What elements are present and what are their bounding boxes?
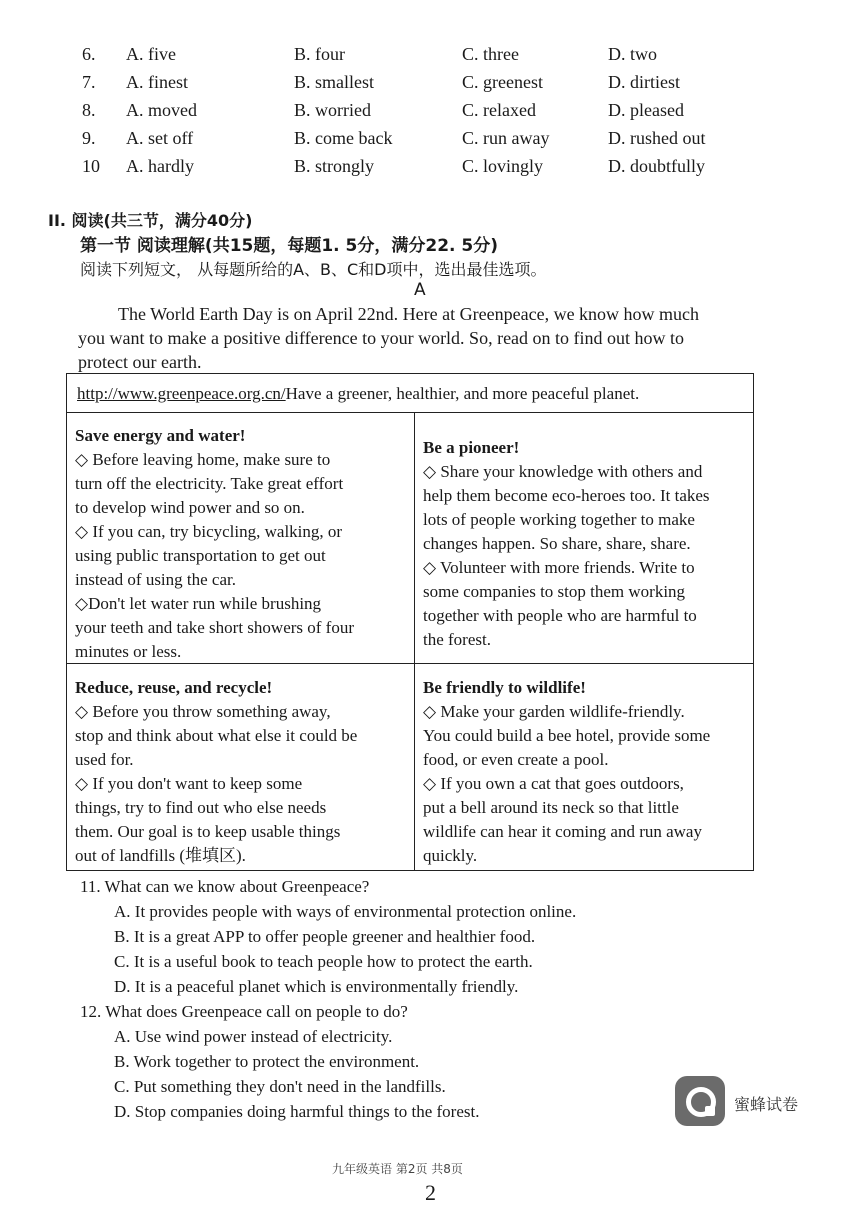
cell-line: ◇ If you own a cat that goes outdoors, xyxy=(423,774,684,793)
question-number: 7. xyxy=(82,72,96,92)
option-b: B. come back xyxy=(294,128,393,148)
q-logo-icon xyxy=(675,1076,725,1126)
passage-label: A xyxy=(414,280,426,300)
cell-be-friendly-to-wildlife xyxy=(415,670,753,874)
option-a: A. hardly xyxy=(126,156,194,176)
watermark-text: 蜜蜂试卷 xyxy=(734,1095,799,1114)
cell-be-a-pioneer xyxy=(415,430,753,658)
cell-line: put a bell around its neck so that little xyxy=(423,798,679,817)
cell-title: Reduce, reuse, and recycle! xyxy=(75,678,273,697)
cell-line: the forest. xyxy=(423,630,491,649)
option-b: B. strongly xyxy=(294,156,375,176)
section-title: II. 阅读(共三节，满分40分) xyxy=(48,211,253,230)
cell-line: changes happen. So share, share, share. xyxy=(423,534,691,553)
cell-title: Save energy and water! xyxy=(75,426,246,445)
cell-line: food, or even create a pool. xyxy=(423,750,609,769)
cell-line: quickly. xyxy=(423,846,478,865)
cell-line: ◇ If you don't want to keep some xyxy=(75,774,303,793)
cell-line: some companies to stop them working xyxy=(423,582,686,601)
cell-line: using public transportation to get out xyxy=(75,546,326,565)
answer-choice[interactable]: D. It is a peaceful planet which is environmentally friendly. xyxy=(114,977,519,996)
cell-line: ◇ Volunteer with more friends. Write to xyxy=(423,558,695,577)
option-b: B. worried xyxy=(294,100,371,120)
intro-line: The World Earth Day is on April 22nd. Here at Greenpeace, we know how much xyxy=(118,304,700,324)
cell-line: wildlife can hear it coming and run away xyxy=(423,822,702,841)
footer-page-info: 九年级英语 第2页 共8页 xyxy=(332,1162,463,1176)
answer-choice[interactable]: A. It provides people with ways of environmental protection online. xyxy=(114,902,577,921)
answer-choice[interactable]: C. Put something they don't need in the landfills. xyxy=(114,1077,446,1096)
cell-line: them. Our goal is to keep usable things xyxy=(75,822,341,841)
option-c: C. greenest xyxy=(462,72,543,92)
cell-line: your teeth and take short showers of four xyxy=(75,618,355,637)
cell-title: Be a pioneer! xyxy=(423,438,520,457)
question-number: 8. xyxy=(82,100,96,120)
option-row-8 xyxy=(0,100,860,128)
row-divider xyxy=(67,412,753,413)
table-header xyxy=(77,384,639,404)
option-row-7 xyxy=(0,72,860,100)
tips-table xyxy=(66,373,754,871)
answer-choice[interactable]: C. It is a useful book to teach people how to protect the earth. xyxy=(114,952,533,971)
option-d: D. pleased xyxy=(608,100,684,120)
option-a: A. set off xyxy=(126,128,194,148)
intro-paragraph xyxy=(78,302,758,374)
cell-line: used for. xyxy=(75,750,134,769)
cell-line: ◇ If you can, try bicycling, walking, or xyxy=(75,522,343,541)
option-d: D. rushed out xyxy=(608,128,706,148)
option-c: C. lovingly xyxy=(462,156,544,176)
cell-line: stop and think about what else it could be xyxy=(75,726,358,745)
option-a: A. five xyxy=(126,44,176,64)
cell-line: ◇ Before you throw something away, xyxy=(75,702,331,721)
cell-line: things, try to find out who else needs xyxy=(75,798,327,817)
cell-title: Be friendly to wildlife! xyxy=(423,678,586,697)
table-header-text: Have a greener, healthier, and more peaceful planet. xyxy=(285,384,640,403)
option-c: C. relaxed xyxy=(462,100,536,120)
question-number: 9. xyxy=(82,128,96,148)
cell-line: help them become eco-heroes too. It takes xyxy=(423,486,710,505)
question-12 xyxy=(80,999,479,1124)
option-c: C. run away xyxy=(462,128,550,148)
cell-line: ◇ Make your garden wildlife-friendly. xyxy=(423,702,685,721)
answer-choice[interactable]: A. Use wind power instead of electricity. xyxy=(114,1027,393,1046)
cell-line: ◇ Share your knowledge with others and xyxy=(423,462,703,481)
section-instruction: 阅读下列短文， 从每题所给的A、B、C和D项中，选出最佳选项。 xyxy=(80,260,547,279)
cell-line: turn off the electricity. Take great effort xyxy=(75,474,344,493)
question-stem: 11. What can we know about Greenpeace? xyxy=(80,877,370,896)
option-d: D. doubtfully xyxy=(608,156,705,176)
page-number: 2 xyxy=(425,1180,436,1205)
greenpeace-link[interactable]: http://www.greenpeace.org.cn/ xyxy=(77,384,286,403)
cell-line: out of landfills (堆填区). xyxy=(75,846,246,865)
option-a: A. moved xyxy=(126,100,197,120)
option-row-6 xyxy=(0,44,860,72)
question-stem: 12. What does Greenpeace call on people to do? xyxy=(80,1002,408,1021)
cell-line: together with people who are harmful to xyxy=(423,606,697,625)
answer-choice[interactable]: B. It is a great APP to offer people greener and healthier food. xyxy=(114,927,536,946)
cell-line: minutes or less. xyxy=(75,642,182,661)
question-11 xyxy=(80,874,576,999)
option-row-10 xyxy=(0,156,860,184)
question-number: 10 xyxy=(82,156,100,176)
logo-tail xyxy=(705,1106,715,1116)
cell-line: lots of people working together to make xyxy=(423,510,695,529)
cell-line: ◇ Before leaving home, make sure to xyxy=(75,450,331,469)
question-number: 6. xyxy=(82,44,96,64)
answer-choice[interactable]: D. Stop companies doing harmful things to the forest. xyxy=(114,1102,480,1121)
cell-line: ◇Don't let water run while brushing xyxy=(75,594,322,613)
option-d: D. two xyxy=(608,44,657,64)
cell-save-energy xyxy=(67,418,413,670)
option-c: C. three xyxy=(462,44,519,64)
intro-line: protect our earth. xyxy=(78,352,202,372)
option-a: A. finest xyxy=(126,72,188,92)
answer-choice[interactable]: B. Work together to protect the environment. xyxy=(114,1052,420,1071)
section-subtitle: 第一节 阅读理解(共15题，每题1. 5分，满分22. 5分) xyxy=(80,236,499,256)
option-d: D. dirtiest xyxy=(608,72,680,92)
option-b: B. smallest xyxy=(294,72,374,92)
cell-line: to develop wind power and so on. xyxy=(75,498,305,517)
cell-line: You could build a bee hotel, provide some xyxy=(423,726,711,745)
cell-line: instead of using the car. xyxy=(75,570,236,589)
cell-reduce-reuse-recycle xyxy=(67,670,413,874)
option-row-9 xyxy=(0,128,860,156)
intro-line: you want to make a positive difference to your world. So, read on to find out how to xyxy=(78,328,685,348)
option-b: B. four xyxy=(294,44,345,64)
